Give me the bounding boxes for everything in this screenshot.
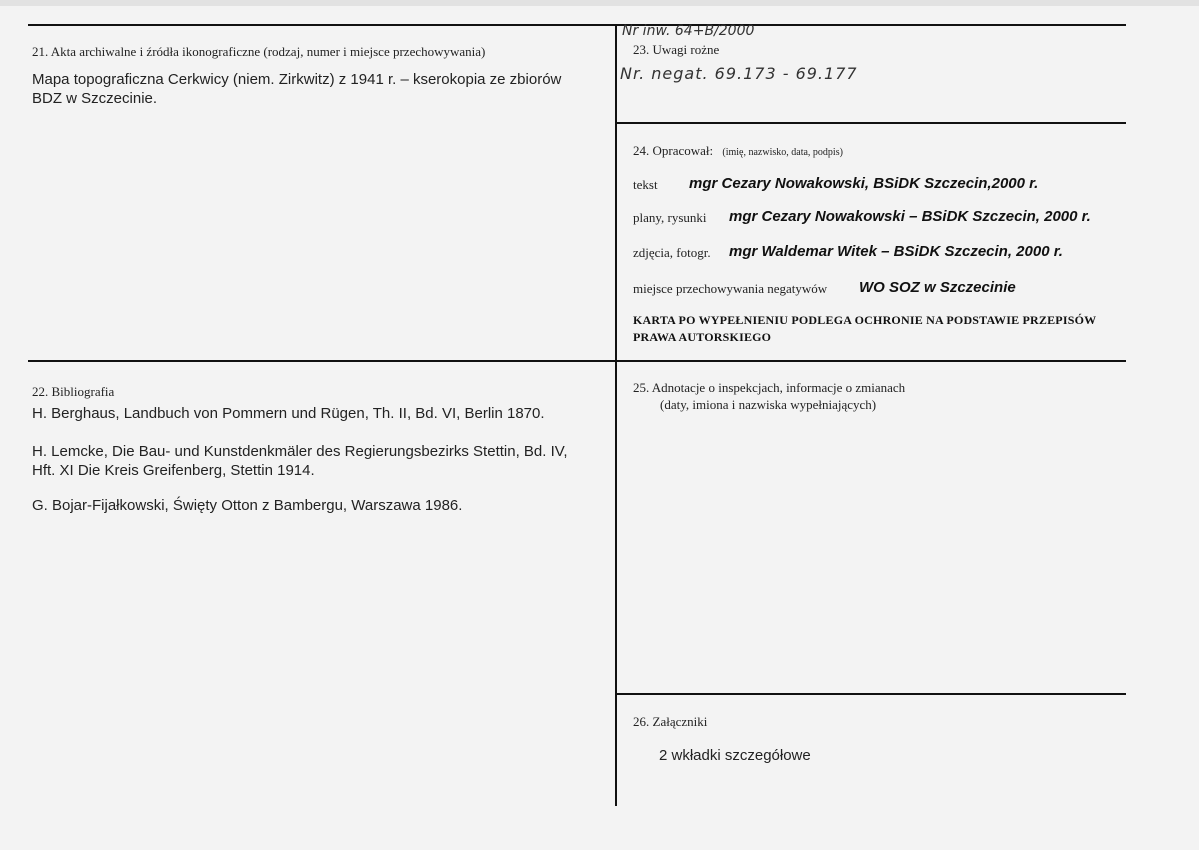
bibliography-entry-2-line-1: H. Lemcke, Die Bau- und Kunstdenkmäler des Regierungsbezirks Stettin, Bd. IV,: [32, 443, 568, 460]
author-drawings-label: plany, rysunki: [633, 210, 707, 225]
copyright-notice-line-1: KARTA PO WYPEŁNIENIU PODLEGA OCHRONIE NA PODSTAWIE PRZEPISÓW: [633, 313, 1097, 327]
scan-edge: [0, 0, 1199, 6]
handwritten-negative-numbers: Nr. negat. 69.173 - 69.177: [620, 64, 858, 83]
bibliography-entry-3: G. Bojar-Fijałkowski, Święty Otton z Bambergu, Warszawa 1986.: [32, 497, 463, 514]
section-21-line-2: BDZ w Szczecinie.: [32, 90, 158, 107]
section-25-bottom-line: [617, 693, 1126, 695]
section-22-label: 22. Bibliografia: [32, 384, 115, 399]
bibliography-entry-1: H. Berghaus, Landbuch von Pommern und Rügen, Th. II, Bd. VI, Berlin 1870.: [32, 405, 545, 422]
author-drawings-value: mgr Cezary Nowakowski – BSiDK Szczecin, 2000 r.: [729, 208, 1091, 225]
section-26-label: 26. Załączniki: [633, 714, 708, 729]
negatives-location-value: WO SOZ w Szczecinie: [859, 279, 1016, 296]
section-25-label-line-2: (daty, imiona i nazwiska wypełniających): [660, 397, 877, 412]
section-23-label: 23. Uwagi rożne: [633, 42, 720, 57]
column-divider: [615, 24, 617, 806]
section-25-label-line-1: 25. Adnotacje o inspekcjach, informacje o zmianach: [633, 380, 906, 395]
author-photos-label: zdjęcia, fotogr.: [633, 245, 711, 260]
middle-divider-line: [28, 360, 1126, 362]
top-border-line: [28, 24, 1126, 26]
negatives-location-label: miejsce przechowywania negatywów: [633, 281, 828, 296]
section-26-value: 2 wkładki szczegółowe: [659, 747, 811, 764]
author-text-label: tekst: [633, 177, 658, 192]
bibliography-entry-2-line-2: Hft. XI Die Kreis Greifenberg, Stettin 1914.: [32, 462, 315, 479]
section-24-title: 24. Opracował:: [633, 143, 714, 158]
author-text-value: mgr Cezary Nowakowski, BSiDK Szczecin,2000 r.: [689, 175, 1039, 192]
section-24-label: [633, 143, 843, 159]
section-21-label: 21. Akta archiwalne i źródła ikonograficzne (rodzaj, numer i miejsce przechowywania): [32, 44, 486, 59]
section-23-bottom-line: [617, 122, 1126, 124]
author-photos-value: mgr Waldemar Witek – BSiDK Szczecin, 2000 r.: [729, 243, 1063, 260]
section-21-line-1: Mapa topograficzna Cerkwicy (niem. Zirkwitz) z 1941 r. – kserokopia ze zbiorów: [32, 71, 562, 88]
handwritten-inventory-number: Nr inw. 64+B/2000: [622, 23, 755, 39]
copyright-notice-line-2: PRAWA AUTORSKIEGO: [633, 330, 772, 344]
section-24-note: (imię, nazwisko, data, podpis): [722, 147, 843, 158]
